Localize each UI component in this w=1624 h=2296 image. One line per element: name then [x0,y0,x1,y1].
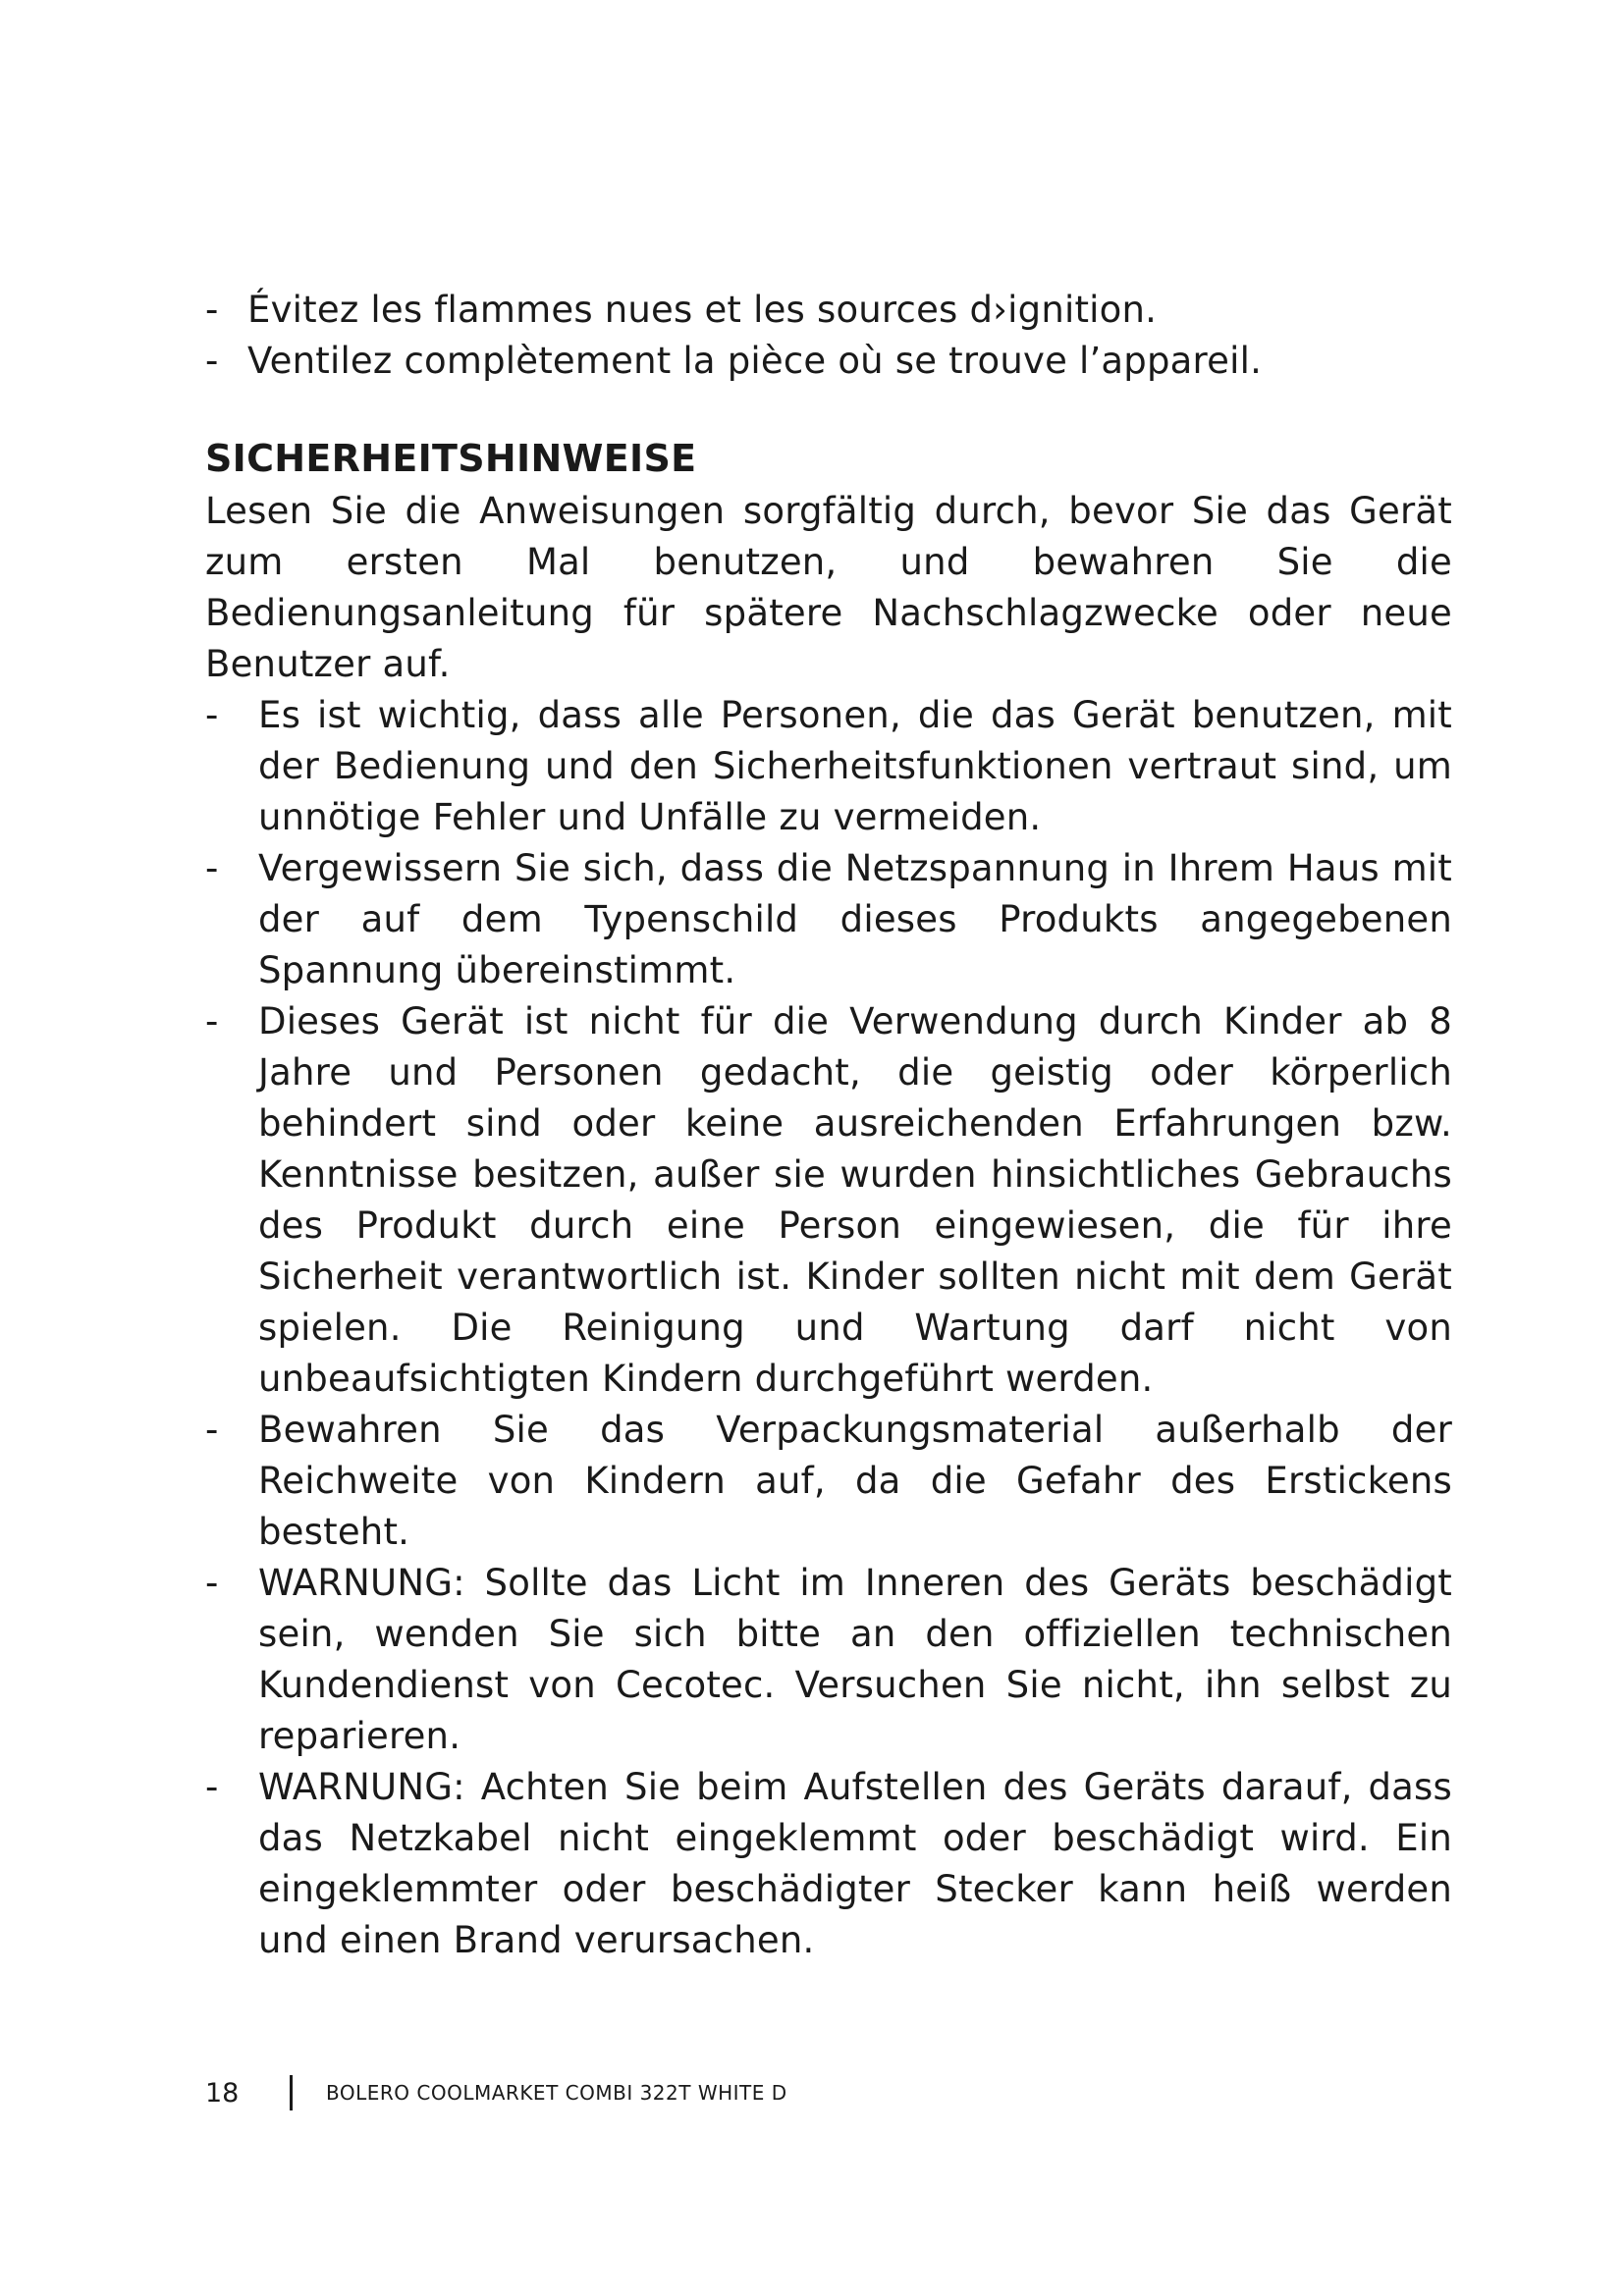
bullet-dash: - [205,694,219,736]
list-item-text: Vergewissern Sie sich, dass die Netzspannung in Ihrem Haus mit der auf dem Typenschild dieses Produkts angegebenen Spannung übereinstimmt. [258,847,1452,991]
bullet-dash: - [205,1409,219,1451]
list-item-text: WARNUNG: Achten Sie beim Aufstellen des Geräts darauf, dass das Netzkabel nicht eingeklemmt oder beschädigt wird. Ein eingeklemmter oder beschädigter Stecker kann heiß werden und einen Brand verursachen. [258,1766,1452,1961]
list-item-text: Es ist wichtig, dass alle Personen, die das Gerät benutzen, mit der Bedienung und den Sicherheitsfunktionen vertraut sind, um unnötige Fehler und Unfälle zu vermeiden. [258,694,1452,838]
bullet-dash: - [205,1000,219,1042]
list-item-text: Ventilez complètement la pièce où se trouve l’appareil. [247,340,1263,382]
list-item [205,336,1452,387]
page-content [205,285,1452,1966]
footer-divider [290,2075,293,2110]
list-item [205,1762,1452,1966]
bullet-dash: - [205,847,219,889]
list-item [205,996,1452,1405]
list-item-text: Bewahren Sie das Verpackungsmaterial außerhalb der Reichweite von Kindern auf, da die Gefahr des Erstickens besteht. [258,1409,1452,1553]
list-item [205,690,1452,843]
list-item [205,285,1452,336]
list-item-text: Évitez les flammes nues et les sources d›ignition. [247,289,1158,331]
bullet-dash: - [205,1766,219,1808]
list-item [205,1405,1452,1558]
section-heading: SICHERHEITSHINWEISE [205,437,697,480]
bullet-dash: - [205,1562,219,1604]
page-number: 18 [205,2077,240,2109]
list-item-text: WARNUNG: Sollte das Licht im Inneren des Geräts beschädigt sein, wenden Sie sich bitte an den offiziellen technischen Kundendienst von Cecotec. Versuchen Sie nicht, ihn selbst zu reparieren. [258,1562,1452,1757]
product-name: BOLERO COOLMARKET COMBI 322T WHITE D [326,2081,787,2105]
list-item [205,843,1452,996]
page-footer [205,2071,787,2114]
list-item-text: Dieses Gerät ist nicht für die Verwendung durch Kinder ab 8 Jahre und Personen gedacht, die geistig oder körperlich behindert sind oder keine ausreichenden Erfahrungen bzw. Kenntnisse besitzen, außer sie wurden hinsichtliches Gebrauchs des Produkt durch eine Person eingewiesen, die für ihre Sicherheit verantwortlich ist. Kinder sollten nicht mit dem Gerät spielen. Die Reinigung und Wartung darf nicht von unbeaufsichtigten Kindern durchgeführt werden. [258,1000,1452,1400]
list-item [205,1558,1452,1762]
bullet-dash: - [205,340,219,382]
section-intro: Lesen Sie die Anweisungen sorgfältig durch, bevor Sie das Gerät zum ersten Mal benutzen, und bewahren Sie die Bedienungsanleitung für spätere Nachschlagzwecke oder neue Benutzer auf. [205,490,1452,685]
bullet-dash: - [205,289,219,331]
